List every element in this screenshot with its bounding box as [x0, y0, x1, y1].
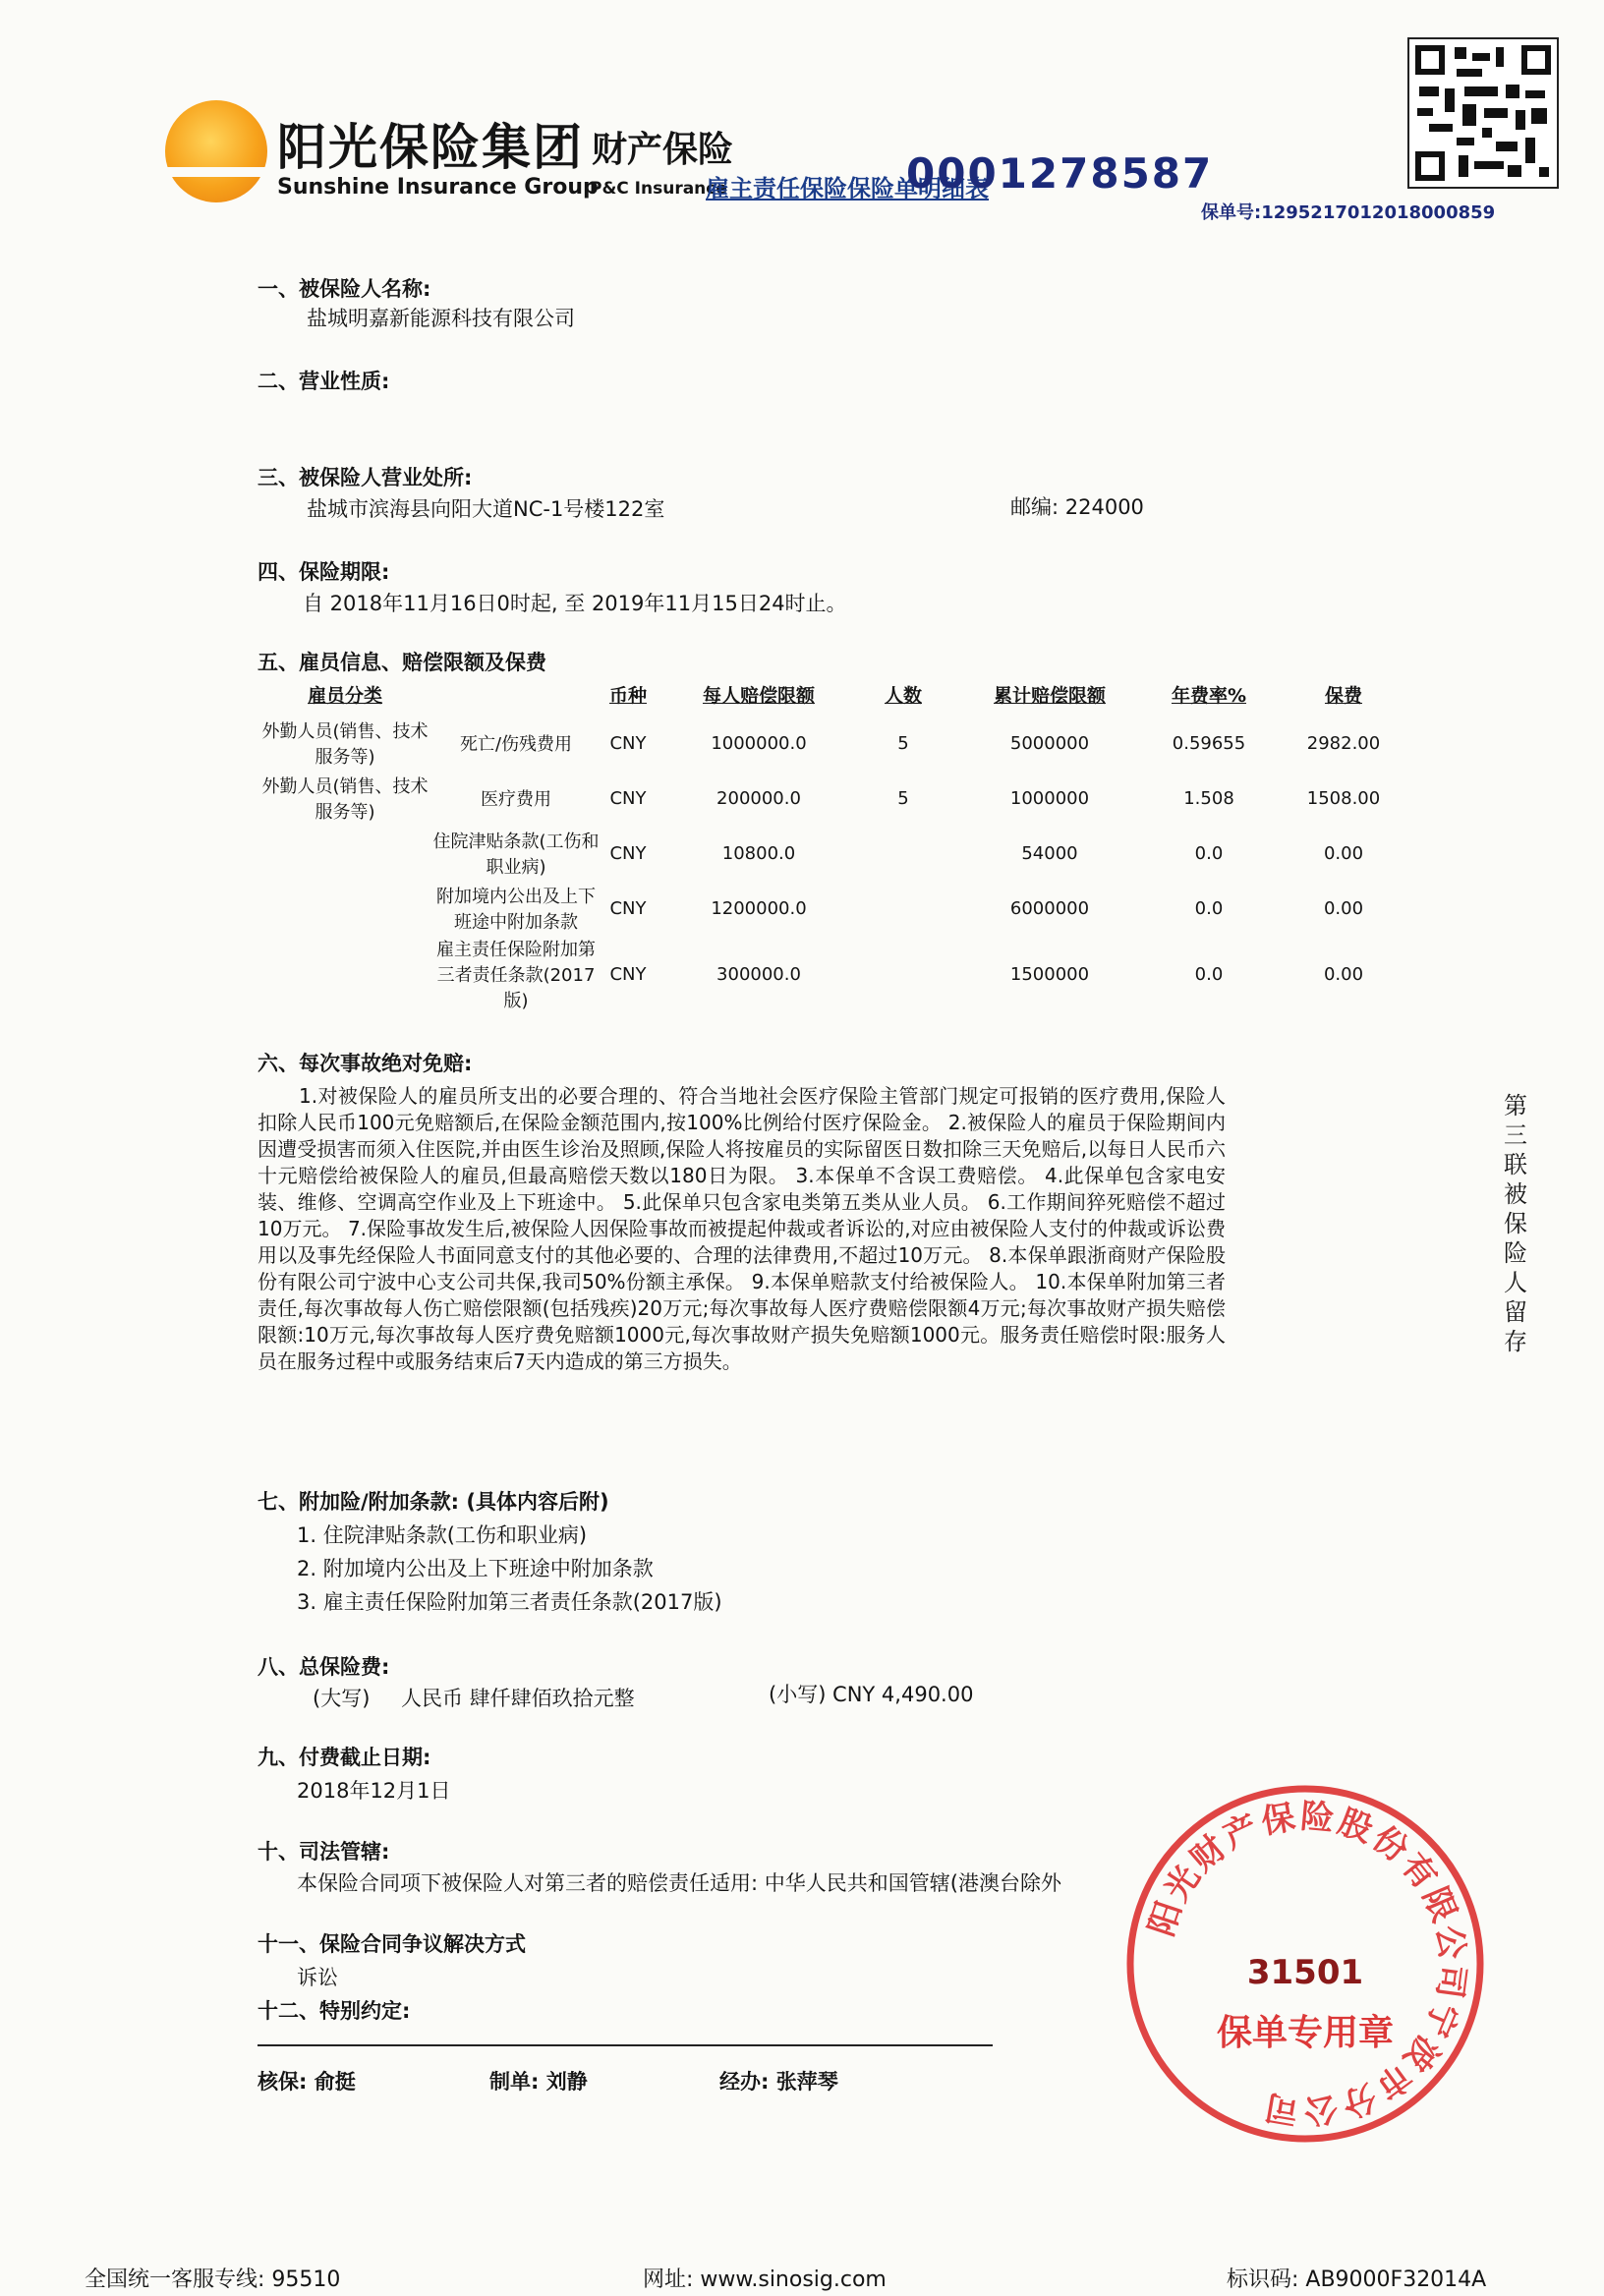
- handler: 经办: 张萍琴: [719, 2070, 838, 2094]
- cell-item: 附加境内公出及上下班途中附加条款: [436, 887, 596, 933]
- cell-item: 雇主责任保险附加第三者责任条款(2017版): [436, 940, 596, 1011]
- cell-premium: 1508.00: [1306, 787, 1381, 809]
- insured-address: 盐城市滨海县向阳大道NC-1号楼122室: [307, 497, 665, 521]
- section-3-title: 三、被保险人营业处所:: [258, 466, 473, 489]
- cell-premium: 0.00: [1323, 963, 1364, 985]
- cell-per-person: 200000.0: [716, 787, 801, 809]
- premium-upper-label: (大写): [313, 1687, 371, 1710]
- seal-label: 保单专用章: [1216, 2013, 1395, 2053]
- cell-currency: CNY: [609, 787, 647, 809]
- cell-per-person: 10800.0: [721, 842, 796, 864]
- cell-per-person: 300000.0: [716, 963, 801, 985]
- cell-total: 1500000: [1009, 963, 1090, 985]
- cell-count: [861, 826, 945, 881]
- rider-item: 1. 住院津贴条款(工伤和职业病): [297, 1523, 588, 1547]
- header-per-person-limit: 每人赔偿限额: [702, 684, 815, 707]
- underwriter: 核保: 俞挺: [258, 2070, 356, 2094]
- employee-table: [258, 678, 1423, 1012]
- copy-note: 第三联 被保险人留存: [1504, 1092, 1527, 1355]
- header-rate: 年费率%: [1171, 684, 1247, 707]
- section-9-title: 九、付费截止日期:: [258, 1746, 431, 1769]
- dispute-method: 诉讼: [297, 1966, 338, 1989]
- table-header-row: [258, 678, 1423, 716]
- cell-currency: CNY: [609, 897, 647, 919]
- cell-total: 54000: [1021, 842, 1078, 864]
- section-6-title: 六、每次事故绝对免赔:: [258, 1052, 473, 1075]
- cell-count: [861, 881, 945, 936]
- header-item: [432, 678, 600, 716]
- cell-item: 死亡/伤残费用: [459, 734, 573, 755]
- seal-code: 31501: [1246, 1953, 1364, 1992]
- cell-rate: 0.0: [1194, 842, 1224, 864]
- header-currency: 币种: [608, 684, 647, 707]
- section-7-title: 七、附加险/附加条款: (具体内容后附): [258, 1490, 609, 1514]
- cell-rate: 0.0: [1194, 897, 1224, 919]
- section-5-title: 五、雇员信息、赔偿限额及保费: [258, 651, 546, 674]
- cell-currency: CNY: [609, 963, 647, 985]
- cell-total: 5000000: [1009, 732, 1090, 754]
- cell-premium: 0.00: [1323, 897, 1364, 919]
- header-category: 雇员分类: [307, 684, 382, 707]
- section-10-title: 十、司法管辖:: [258, 1840, 390, 1864]
- jurisdiction-text: 本保险合同项下被保险人对第三者的赔偿责任适用: 中华人民共和国管辖(港澳台除外: [297, 1871, 1061, 1895]
- cell-count: [861, 936, 945, 1012]
- company-seal-icon: [1118, 1777, 1492, 2151]
- seal-ring-text: 阳光财产保险股份有限公司宁波市分公司: [1141, 1797, 1472, 2131]
- serial-number: 0001278587: [906, 149, 1214, 198]
- cell-per-person: 1000000.0: [711, 732, 807, 754]
- cell-category: [258, 881, 432, 936]
- exemption-text: 1.对被保险人的雇员所支出的必要合理的、符合当地社会医疗保险主管部门规定可报销的医疗费用,保险人扣除人民币100元免赔额后,在保险金额范围内,按100%比例给付医疗保险金。 2.被保险人的雇员于保险期间内因遭受损害而须入住医院,并由医生诊治及照顾,保险人将按雇员的实际留医日数扣除三天免赔后,以每日人民币六十元赔偿给被保险人的雇员,但最高赔偿天数以180日为限。 3.本保单不含误工费赔偿。 4.此保单包含家电安装、维修、空调高空作业及上下班途中。 5.此保单只包含家电类第五类从业人员。 6.工作期间猝死赔偿不超过10万元。 7.保险事故发生后,被保险人因保险事故而被提起仲裁或者诉讼的,对应由被保险人支付的仲裁或诉讼费用以及事先经保险人书面同意支付的其他必要的、合理的法律费用,不超过10万元。 8.本保单跟浙商财产保险股份有限公司宁波中心支公司共保,我司50%份额主承保。 9.本保单赔款支付给被保险人。 10.本保单附加第三者责任,每次事故每人伤亡赔偿限额(包括残疾)20万元;每次事故每人医疗费赔偿限额4万元;每次事故财产损失赔偿限额:10万元,每次事故每人医疗费免赔额1000元,每次事故财产损失免赔额1000元。服务责任赔偿时限:服务人员在服务过程中或服务结束后7天内造成的第三方损失。: [258, 1084, 1226, 1373]
- section-11-title: 十一、保险合同争议解决方式: [258, 1932, 526, 1956]
- section-8-title: 八、总保险费:: [258, 1655, 390, 1679]
- footer-hotline: 全国统一客服专线: 95510: [85, 2267, 341, 2292]
- payment-deadline: 2018年12月1日: [297, 1779, 451, 1803]
- cell-count: 5: [897, 732, 909, 754]
- sunshine-logo-icon: [165, 100, 267, 202]
- insurance-period: 自 2018年11月16日0时起, 至 2019年11月15日24时止。: [303, 592, 847, 615]
- footer-id-code: 标识码: AB9000F32014A: [1227, 2267, 1487, 2292]
- signature-divider: [258, 2044, 993, 2046]
- cell-currency: CNY: [609, 842, 647, 864]
- table-row: [258, 936, 1423, 1012]
- rider-item: 2. 附加境内公出及上下班途中附加条款: [297, 1557, 654, 1580]
- document-title: 雇主责任保险保险单明细表: [706, 175, 989, 202]
- cell-rate: 0.59655: [1172, 732, 1246, 754]
- header-premium: 保费: [1324, 684, 1362, 707]
- postcode: 邮编: 224000: [1010, 495, 1144, 519]
- cell-total: 1000000: [1009, 787, 1090, 809]
- cell-premium: 2982.00: [1306, 732, 1381, 754]
- cell-currency: CNY: [609, 732, 647, 754]
- cell-total: 6000000: [1009, 897, 1090, 919]
- cell-category: 外勤人员(销售、技术服务等): [261, 776, 429, 823]
- section-4-title: 四、保险期限:: [258, 560, 390, 584]
- section-12-title: 十二、特别约定:: [258, 1999, 411, 2023]
- company-name-en: Sunshine Insurance Group: [277, 175, 599, 200]
- section-1-title: 一、被保险人名称:: [258, 277, 431, 301]
- header-count: 人数: [884, 684, 922, 707]
- section-2-title: 二、营业性质:: [258, 370, 390, 393]
- cell-category: [258, 826, 432, 881]
- cell-premium: 0.00: [1323, 842, 1364, 864]
- insured-name: 盐城明嘉新能源科技有限公司: [307, 307, 575, 330]
- table-row: [258, 826, 1423, 881]
- company-sub-cn: 财产保险: [592, 130, 734, 170]
- logo-band: [153, 167, 279, 177]
- company-name-cn: 阳光保险集团: [277, 119, 584, 176]
- cell-item: 医疗费用: [481, 789, 551, 810]
- table-row: [258, 716, 1423, 771]
- header-total-limit: 累计赔偿限额: [993, 684, 1106, 707]
- footer-website: 网址: www.sinosig.com: [643, 2267, 887, 2292]
- rider-item: 3. 雇主责任保险附加第三者责任条款(2017版): [297, 1590, 722, 1614]
- table-row: [258, 881, 1423, 936]
- cell-rate: 0.0: [1194, 963, 1224, 985]
- cell-item: 住院津贴条款(工伤和职业病): [432, 832, 600, 878]
- qr-code-icon: [1407, 37, 1559, 189]
- premium-lower: (小写) CNY 4,490.00: [769, 1683, 974, 1706]
- cell-category: [258, 936, 432, 1012]
- company-sub-en: P&C Insurance: [590, 179, 727, 199]
- cell-per-person: 1200000.0: [711, 897, 807, 919]
- policy-number: 保单号:1295217012018000859: [1201, 202, 1496, 223]
- preparer: 制单: 刘静: [489, 2070, 588, 2094]
- premium-upper-value: 人民币 肆仟肆佰玖拾元整: [401, 1687, 635, 1710]
- cell-category: 外勤人员(销售、技术服务等): [261, 721, 429, 768]
- table-row: [258, 771, 1423, 826]
- cell-count: 5: [897, 787, 909, 809]
- cell-rate: 1.508: [1183, 787, 1234, 809]
